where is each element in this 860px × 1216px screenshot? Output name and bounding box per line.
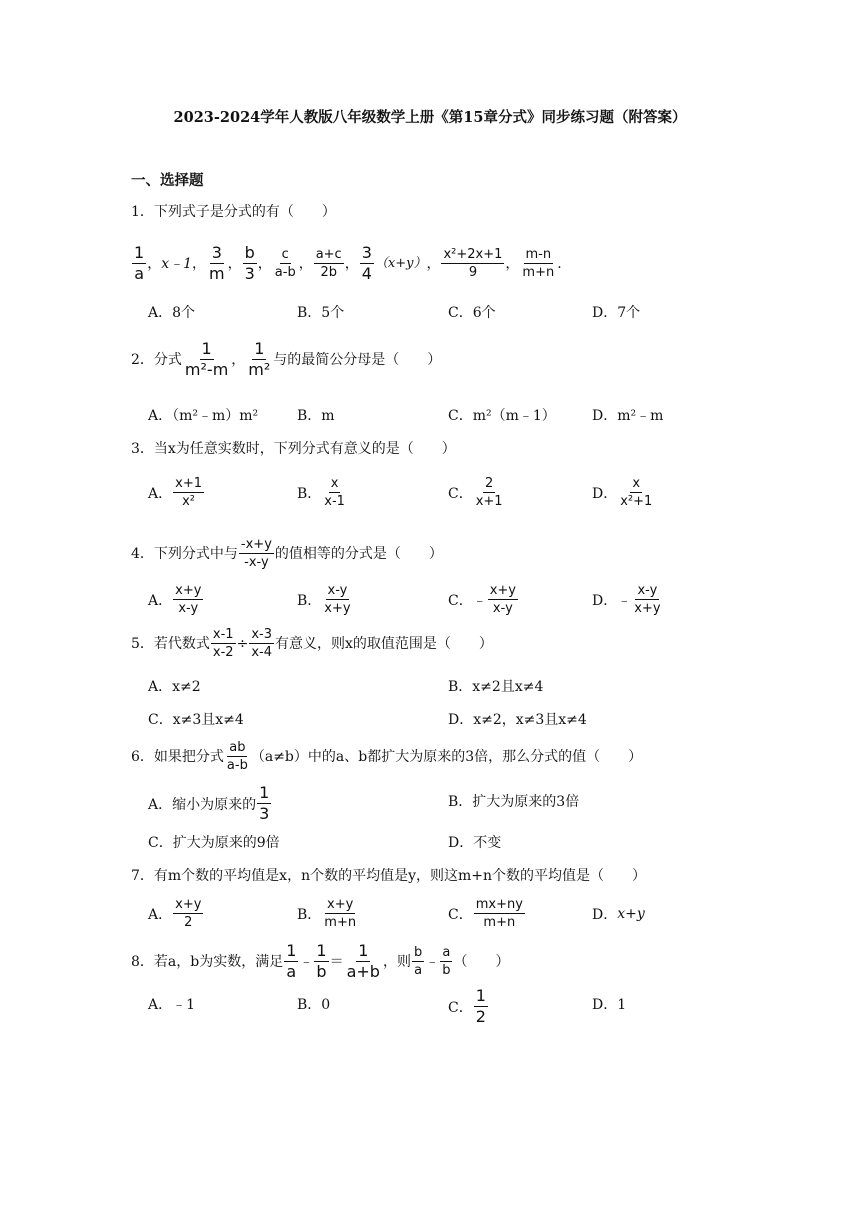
fraction: $\frac{1}{a+b}$: [346, 941, 380, 981]
q8-option-c: C． $\frac{1}{2}$: [448, 986, 486, 1026]
fraction: $\frac{1}{\text{m²}}$: [248, 339, 271, 379]
fraction: $\frac{x+y}{m+n}$: [324, 897, 357, 930]
q1-option-a: A．8个: [148, 305, 196, 321]
fraction: $\frac{x}{x-1}$: [324, 476, 345, 509]
fraction: $\frac{x+y}{x-y}$: [175, 583, 202, 616]
q4-option-d: D．﹣ $\frac{x-y}{x+y}$: [592, 583, 661, 616]
fraction: $\frac{x-y}{x+y}$: [634, 583, 661, 616]
question-2-stem: 2．分式 $\frac{1}{\text{m²-m}}$ ， $\frac{1}{\text{m²}}$ 与的最简公分母是（ ）: [131, 339, 442, 379]
fraction: $\frac{ab}{a-b}$: [226, 740, 248, 773]
fraction: $\frac{1}{3}$: [259, 783, 270, 823]
fraction: $\frac{3}{4}$: [361, 243, 372, 283]
q8-option-b: B．0: [297, 997, 331, 1013]
fraction: $\frac{\text{x²+2x+1}}{9}$: [443, 247, 503, 280]
q3-option-d: D． $\frac{x}{\text{x²+1}}$: [592, 476, 653, 509]
fraction: $\frac{m-n}{m+n}$: [522, 247, 555, 280]
fraction: $\frac{x+1}{\text{x²}}$: [175, 476, 202, 509]
q5-option-b: B．x≠2且x≠4: [448, 679, 544, 695]
document-title: 2023-2024学年人教版八年级数学上册《第15章分式》同步练习题（附答案）: [173, 109, 687, 126]
q3-option-b: B． $\frac{x}{x-1}$: [297, 476, 345, 509]
expression: （x+y）: [374, 255, 427, 271]
q6-option-c: C．扩大为原来的9倍: [148, 835, 280, 851]
fraction: $\frac{a}{b}$: [442, 945, 451, 978]
fraction: $\frac{x+y}{2}$: [175, 897, 202, 930]
q4-option-c: C．﹣ $\frac{x+y}{x-y}$: [448, 583, 516, 616]
q6-option-b: B．扩大为原来的3倍: [448, 794, 580, 810]
q7-option-c: C． $\frac{mx+ny}{m+n}$: [448, 897, 523, 930]
fraction: $\frac{1}{a}$: [134, 243, 145, 283]
fraction: $\frac{1}{b}$: [316, 941, 327, 981]
fraction: $\frac{1}{2}$: [475, 986, 486, 1026]
fraction: $\frac{1}{\text{m²-m}}$: [184, 339, 229, 379]
q3-option-a: A． $\frac{x+1}{\text{x²}}$: [148, 476, 202, 509]
fraction: $\frac{x-3}{x-4}$: [251, 627, 272, 660]
question-4-stem: 4．下列分式中与 $\frac{-x+y}{-x-y}$ 的值相等的分式是（ ）: [131, 537, 443, 570]
q2-option-b: B．m: [297, 408, 335, 424]
q5-option-d: D．x≠2，x≠3且x≠4: [448, 712, 587, 728]
fraction: $\frac{mx+ny}{m+n}$: [475, 897, 523, 930]
q5-option-c: C．x≠3且x≠4: [148, 712, 244, 728]
question-6-stem: 6．如果把分式 $\frac{ab}{a-b}$ （a≠b）中的a、b都扩大为原来的3倍，那么分式的值（ ）: [131, 740, 643, 773]
q3-option-c: C． $\frac{2}{x+1}$: [448, 476, 503, 509]
q2-option-a: A．（m²﹣m）m²: [148, 408, 259, 424]
question-3-stem: 3．当x为任意实数时，下列分式有意义的是（ ）: [131, 441, 456, 457]
q2-option-d: D．m²﹣m: [592, 408, 664, 424]
fraction: $\frac{x-1}{x-2}$: [212, 627, 234, 660]
fraction: $\frac{-x+y}{-x-y}$: [240, 537, 272, 570]
q6-option-d: D．不变: [448, 835, 502, 851]
fraction: $\frac{c}{a-b}$: [274, 247, 296, 280]
question-7-stem: 7．有m个数的平均值是x，n个数的平均值是y，则这m+n个数的平均值是（ ）: [131, 868, 647, 884]
question-1-expressions: $\frac{1}{a}$ ， x﹣1 ， $\frac{3}{m}$ ， $\frac{b}{3}$ ， $\frac{c}{a-b}$ ， $\frac{a+c}{2b}$ ， $\frac{3}{4}$ （x+y） ， $\frac{\text{x²+2x+1}}{9}$ ， $\frac{m-n}{m+n}$ .: [134, 243, 562, 283]
q7-option-d: D． x+y: [592, 906, 645, 923]
q7-option-a: A． $\frac{x+y}{2}$: [148, 897, 202, 930]
q8-option-a: A．﹣1: [148, 997, 196, 1013]
fraction: $\frac{a+c}{2b}$: [315, 247, 342, 280]
fraction: $\frac{x}{\text{x²+1}}$: [620, 476, 653, 509]
question-1-stem: 1．下列式子是分式的有（ ）: [131, 204, 336, 220]
section-heading: 一、选择题: [131, 172, 204, 189]
q1-option-d: D．7个: [592, 305, 641, 321]
q5-option-a: A．x≠2: [148, 679, 201, 695]
question-8-stem: 8．若a，b为实数，满足 $\frac{1}{a}$ ﹣ $\frac{1}{b}$ ＝ $\frac{1}{a+b}$ ，则 $\frac{b}{a}$ ﹣ $\frac{a}{b}$ （ ）: [131, 941, 510, 981]
q7-option-b: B． $\frac{x+y}{m+n}$: [297, 897, 357, 930]
fraction: $\frac{x+y}{x-y}$: [489, 583, 516, 616]
fraction: $\frac{3}{m}$: [209, 243, 225, 283]
fraction: $\frac{2}{x+1}$: [475, 476, 503, 509]
fraction: $\frac{b}{a}$: [413, 945, 423, 978]
question-5-stem: 5．若代数式 $\frac{x-1}{x-2}$ ÷ $\frac{x-3}{x-4}$ 有意义，则x的取值范围是（ ）: [131, 627, 493, 660]
expression: x﹣1: [161, 255, 192, 272]
q1-option-c: C．6个: [448, 305, 496, 321]
q1-option-b: B．5个: [297, 305, 345, 321]
q8-option-d: D．1: [592, 997, 627, 1013]
q4-option-a: A． $\frac{x+y}{x-y}$: [148, 583, 202, 616]
fraction: $\frac{1}{a}$: [286, 941, 297, 981]
q2-option-c: C．m²（m﹣1）: [448, 408, 556, 424]
q4-option-b: B． $\frac{x-y}{x+y}$: [297, 583, 351, 616]
fraction: $\frac{b}{3}$: [244, 243, 255, 283]
fraction: $\frac{x-y}{x+y}$: [324, 583, 351, 616]
q6-option-a: A．缩小为原来的 $\frac{1}{3}$: [148, 783, 270, 823]
